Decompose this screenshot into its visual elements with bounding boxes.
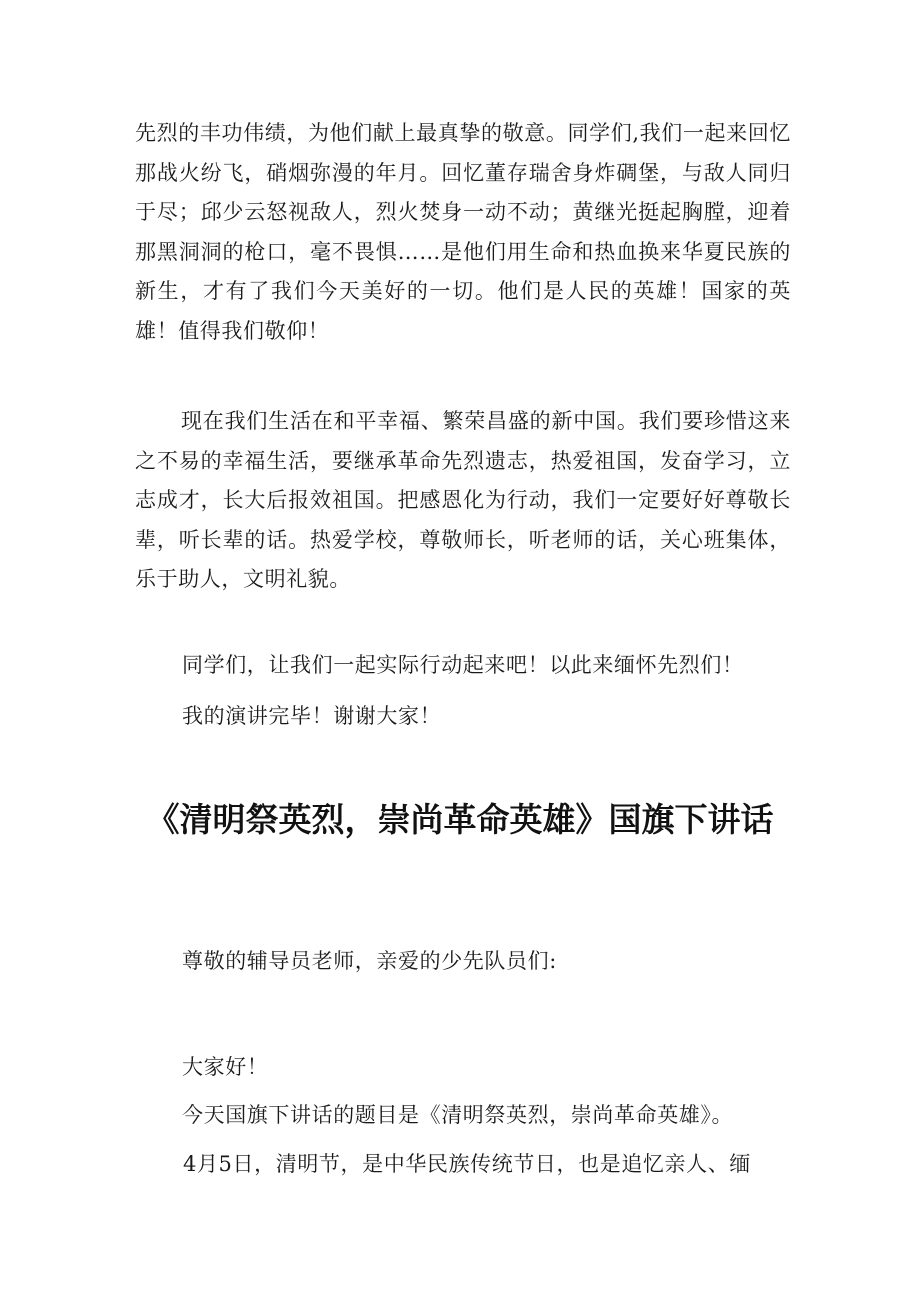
speech-greeting: 大家好！	[182, 1055, 269, 1079]
paragraph-cherish-life: 现在我们生活在和平幸福、繁荣昌盛的新中国。我们要珍惜这来之不易的幸福生活，要继承革命先烈遗志，热爱祖国，发奋学习，立志成才，长大后报效祖国。把感恩化为行动，我们一定要好好尊敬长辈，听长辈的话。热爱学校，尊敬师长，听老师的话，关心班集体，乐于助人，文明礼貌。	[135, 409, 791, 592]
paragraph-heroes-tribute: 先烈的丰功伟绩，为他们献上最真挚的敬意。同学们,我们一起来回忆那战火纷飞，硝烟弥漫的年月。回忆董存瑞舍身炸碉堡，与敌人同归于尽；邱少云怒视敌人，烈火焚身一动不动；黄继光挺起胸膛，迎着那黑洞洞的枪口，毫不畏惧……是他们用生命和热血换来华夏民族的新生，才有了我们今天美好的一切。他们是人民的英雄！国家的英雄！值得我们敬仰！	[135, 121, 791, 343]
speech-title: 《清明祭英烈，崇尚革命英雄》国旗下讲话	[146, 800, 774, 839]
paragraph-call-to-action: 同学们，让我们一起实际行动起来吧！以此来缅怀先烈们！	[182, 653, 744, 677]
speech-topic: 今天国旗下讲话的题目是《清明祭英烈，崇尚革命英雄》。	[182, 1103, 734, 1127]
speech-opening-line: 4月5日，清明节，是中华民族传统节日，也是追忆亲人、缅	[183, 1152, 751, 1176]
paragraph-speech-closing: 我的演讲完毕！谢谢大家！	[182, 704, 442, 728]
speech-salutation: 尊敬的辅导员老师，亲爱的少先队员们:	[182, 949, 557, 973]
